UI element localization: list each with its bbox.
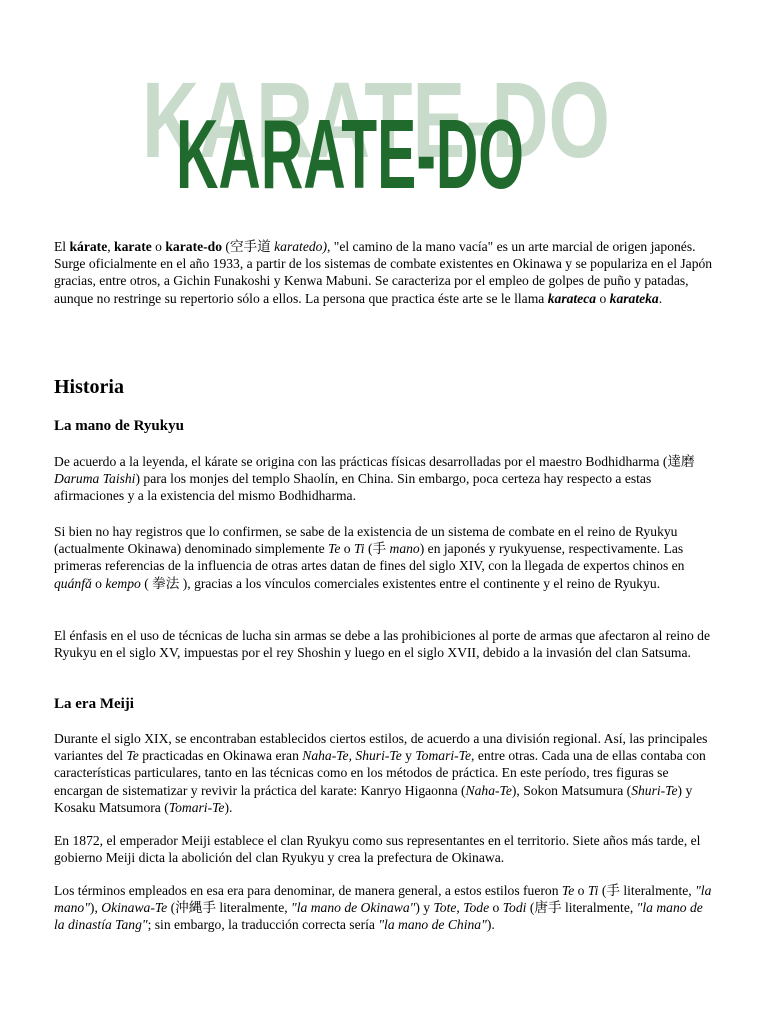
karate-do-logo [140,62,620,202]
meiji-paragraph-3: Los términos empleados en esa era para denominar, de manera general, a estos estilos fueron Te o Ti (手 literalmente, "la mano"), Okinawa-Te (沖縄手 literalmente, "la mano de Okinawa") y Tote, Tode o Todi (唐手 literalmente, "la mano de la dinastía Tang"; sin embargo, la traducción correcta sería "la mano de China"). [54,883,712,933]
ryukyu-paragraph-1: De acuerdo a la leyenda, el kárate se origina con las prácticas físicas desarrolladas por el maestro Bodhidharma (達磨 Daruma Taishi) para los monjes del templo Shaolín, en China. Sin embargo, poca certeza hay respecto a estas afirmaciones y a la existencia del mismo Bodhidharma. [54,454,695,504]
intro-paragraph: El kárate, karate o karate-do (空手道 karatedo), "el camino de la mano vacía" es un arte marcial de origen japonés. Surge oficialmente en el año 1933, a partir de los sistemas de combate existentes en Okinawa y se populariza en el Japón gracias, entre otros, a Gichin Funakoshi y Kenwa Mabuni. Se caracteriza por el empleo de golpes de puño y patadas, aunque no restringe su repertorio sólo a ellos. La persona que practica éste arte se le llama karateca o karateka. [54,239,713,306]
meiji-paragraph-2: En 1872, el emperador Meiji establece el clan Ryukyu como sus representantes en el territorio. Siete años más tarde, el gobierno Meiji dicta la abolición del clan Ryukyu y crea la prefectura de Okinawa. [54,833,701,866]
subheading-mano-ryukyu: La mano de Ryukyu [54,418,184,434]
subheading-era-meiji: La era Meiji [54,696,134,712]
ryukyu-paragraph-3: El énfasis en el uso de técnicas de lucha sin armas se debe a las prohibiciones al porte de armas que afectaron al reino de Ryukyu en el siglo XV, impuestas por el rey Shoshin y luego en el siglo XVII, debido a la invasión del clan Satsuma. [54,628,711,661]
section-heading-historia: Historia [54,376,124,398]
meiji-paragraph-1: Durante el siglo XIX, se encontraban establecidos ciertos estilos, de acuerdo a una división regional. Así, las principales variantes del Te practicadas en Okinawa eran Naha-Te, Shuri-Te y Tomari-Te, entre otras. Cada una de ellas contaba con características particulares, tanto en las técnicas como en los métodos de práctica. En este período, tres figuras se encargan de sistematizar y revivir la práctica del karate: Kanryo Higaonna (Naha-Te), Sokon Matsumura (Shuri-Te) y Kosaku Matsumora (Tomari-Te). [54,731,708,815]
logo-main-text: KARATE-DO [176,99,524,202]
logo-shadow-text: KARATE-DO [142,62,610,180]
ryukyu-paragraph-2: Si bien no hay registros que lo confirmen, se sabe de la existencia de un sistema de combate en el reino de Ryukyu (actualmente Okinawa) denominado simplemente Te o Ti (手 mano) en japonés y ryukyuense, respectivamente. Las primeras referencias de la influencia de otras artes datan de fines del siglo XIV, con la llegada de expertos chinos en quánfǎ o kempo ( 拳法 ), gracias a los vínculos comerciales existentes entre el continente y el reino de Ryukyu. [54,524,685,591]
